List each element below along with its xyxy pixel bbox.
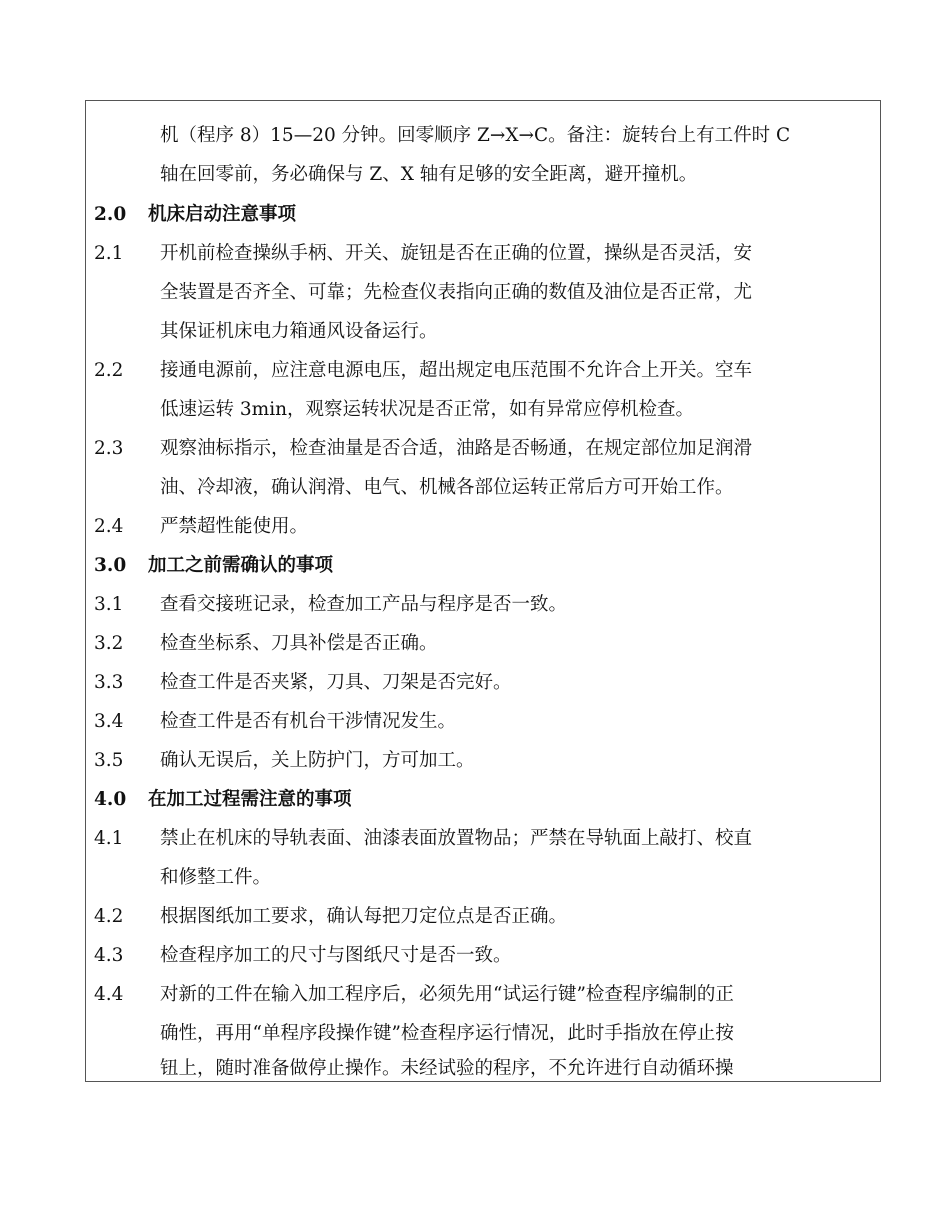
item-text: 油、冷却液，确认润滑、电气、机械各部位运转正常后方可开始工作。 bbox=[160, 477, 734, 498]
section-heading bbox=[94, 788, 352, 812]
section-number: 4.0 bbox=[94, 789, 127, 810]
item-text: 对新的工件在输入加工程序后，必须先用“试运行键”检查程序编制的正 bbox=[160, 984, 734, 1005]
item-number: 4.2 bbox=[94, 906, 124, 927]
item-number: 2.1 bbox=[94, 243, 124, 264]
section-heading bbox=[94, 203, 296, 227]
item-text: 钮上，随时准备做停止操作。未经试验的程序，不允许进行自动循环操 bbox=[160, 1058, 734, 1079]
item-text: 和修整工件。 bbox=[160, 867, 272, 888]
section-heading bbox=[94, 554, 333, 578]
item-text: 检查程序加工的尺寸与图纸尺寸是否一致。 bbox=[160, 945, 512, 966]
item-number: 3.2 bbox=[94, 633, 124, 654]
item-number: 4.3 bbox=[94, 945, 124, 966]
intro-line: 机（程序 8）15—20 分钟。回零顺序 Z→X→C。备注：旋转台上有工件时 C bbox=[160, 125, 791, 146]
item-text: 观察油标指示，检查油量是否合适，油路是否畅通，在规定部位加足润滑 bbox=[160, 438, 753, 459]
section-title: 机床启动注意事项 bbox=[148, 204, 297, 225]
item-number: 2.4 bbox=[94, 516, 124, 537]
item-number: 3.5 bbox=[94, 750, 124, 771]
item-text: 低速运转 3min，观察运转状况是否正常，如有异常应停机检查。 bbox=[160, 399, 695, 420]
item-text: 根据图纸加工要求，确认每把刀定位点是否正确。 bbox=[160, 906, 568, 927]
item-text: 确性，再用“单程序段操作键”检查程序运行情况，此时手指放在停止按 bbox=[160, 1023, 734, 1044]
section-title: 在加工过程需注意的事项 bbox=[148, 789, 352, 810]
item-text: 其保证机床电力箱通风设备运行。 bbox=[160, 321, 438, 342]
item-text: 检查工件是否夹紧，刀具、刀架是否完好。 bbox=[160, 672, 512, 693]
intro-line: 轴在回零前，务必确保与 Z、X 轴有足够的安全距离，避开撞机。 bbox=[160, 164, 698, 185]
item-text: 禁止在机床的导轨表面、油漆表面放置物品；严禁在导轨面上敲打、校直 bbox=[160, 828, 753, 849]
item-text: 全装置是否齐全、可靠；先检查仪表指向正确的数值及油位是否正常，尤 bbox=[160, 282, 753, 303]
item-number: 4.4 bbox=[94, 984, 124, 1005]
item-number: 4.1 bbox=[94, 828, 124, 849]
item-number: 3.1 bbox=[94, 594, 124, 615]
item-number: 2.3 bbox=[94, 438, 124, 459]
item-number: 3.4 bbox=[94, 711, 124, 732]
item-text: 严禁超性能使用。 bbox=[160, 516, 309, 537]
section-number: 3.0 bbox=[94, 555, 127, 576]
section-title: 加工之前需确认的事项 bbox=[148, 555, 334, 576]
item-text: 查看交接班记录，检查加工产品与程序是否一致。 bbox=[160, 594, 568, 615]
section-number: 2.0 bbox=[94, 204, 127, 225]
item-text: 检查坐标系、刀具补偿是否正确。 bbox=[160, 633, 438, 654]
item-text: 检查工件是否有机台干涉情况发生。 bbox=[160, 711, 457, 732]
item-text: 确认无误后，关上防护门，方可加工。 bbox=[160, 750, 475, 771]
item-text: 开机前检查操纵手柄、开关、旋钮是否在正确的位置，操纵是否灵活，安 bbox=[160, 243, 753, 264]
item-number: 2.2 bbox=[94, 360, 124, 381]
item-number: 3.3 bbox=[94, 672, 124, 693]
item-text: 接通电源前，应注意电源电压，超出规定电压范围不允许合上开关。空车 bbox=[160, 360, 753, 381]
